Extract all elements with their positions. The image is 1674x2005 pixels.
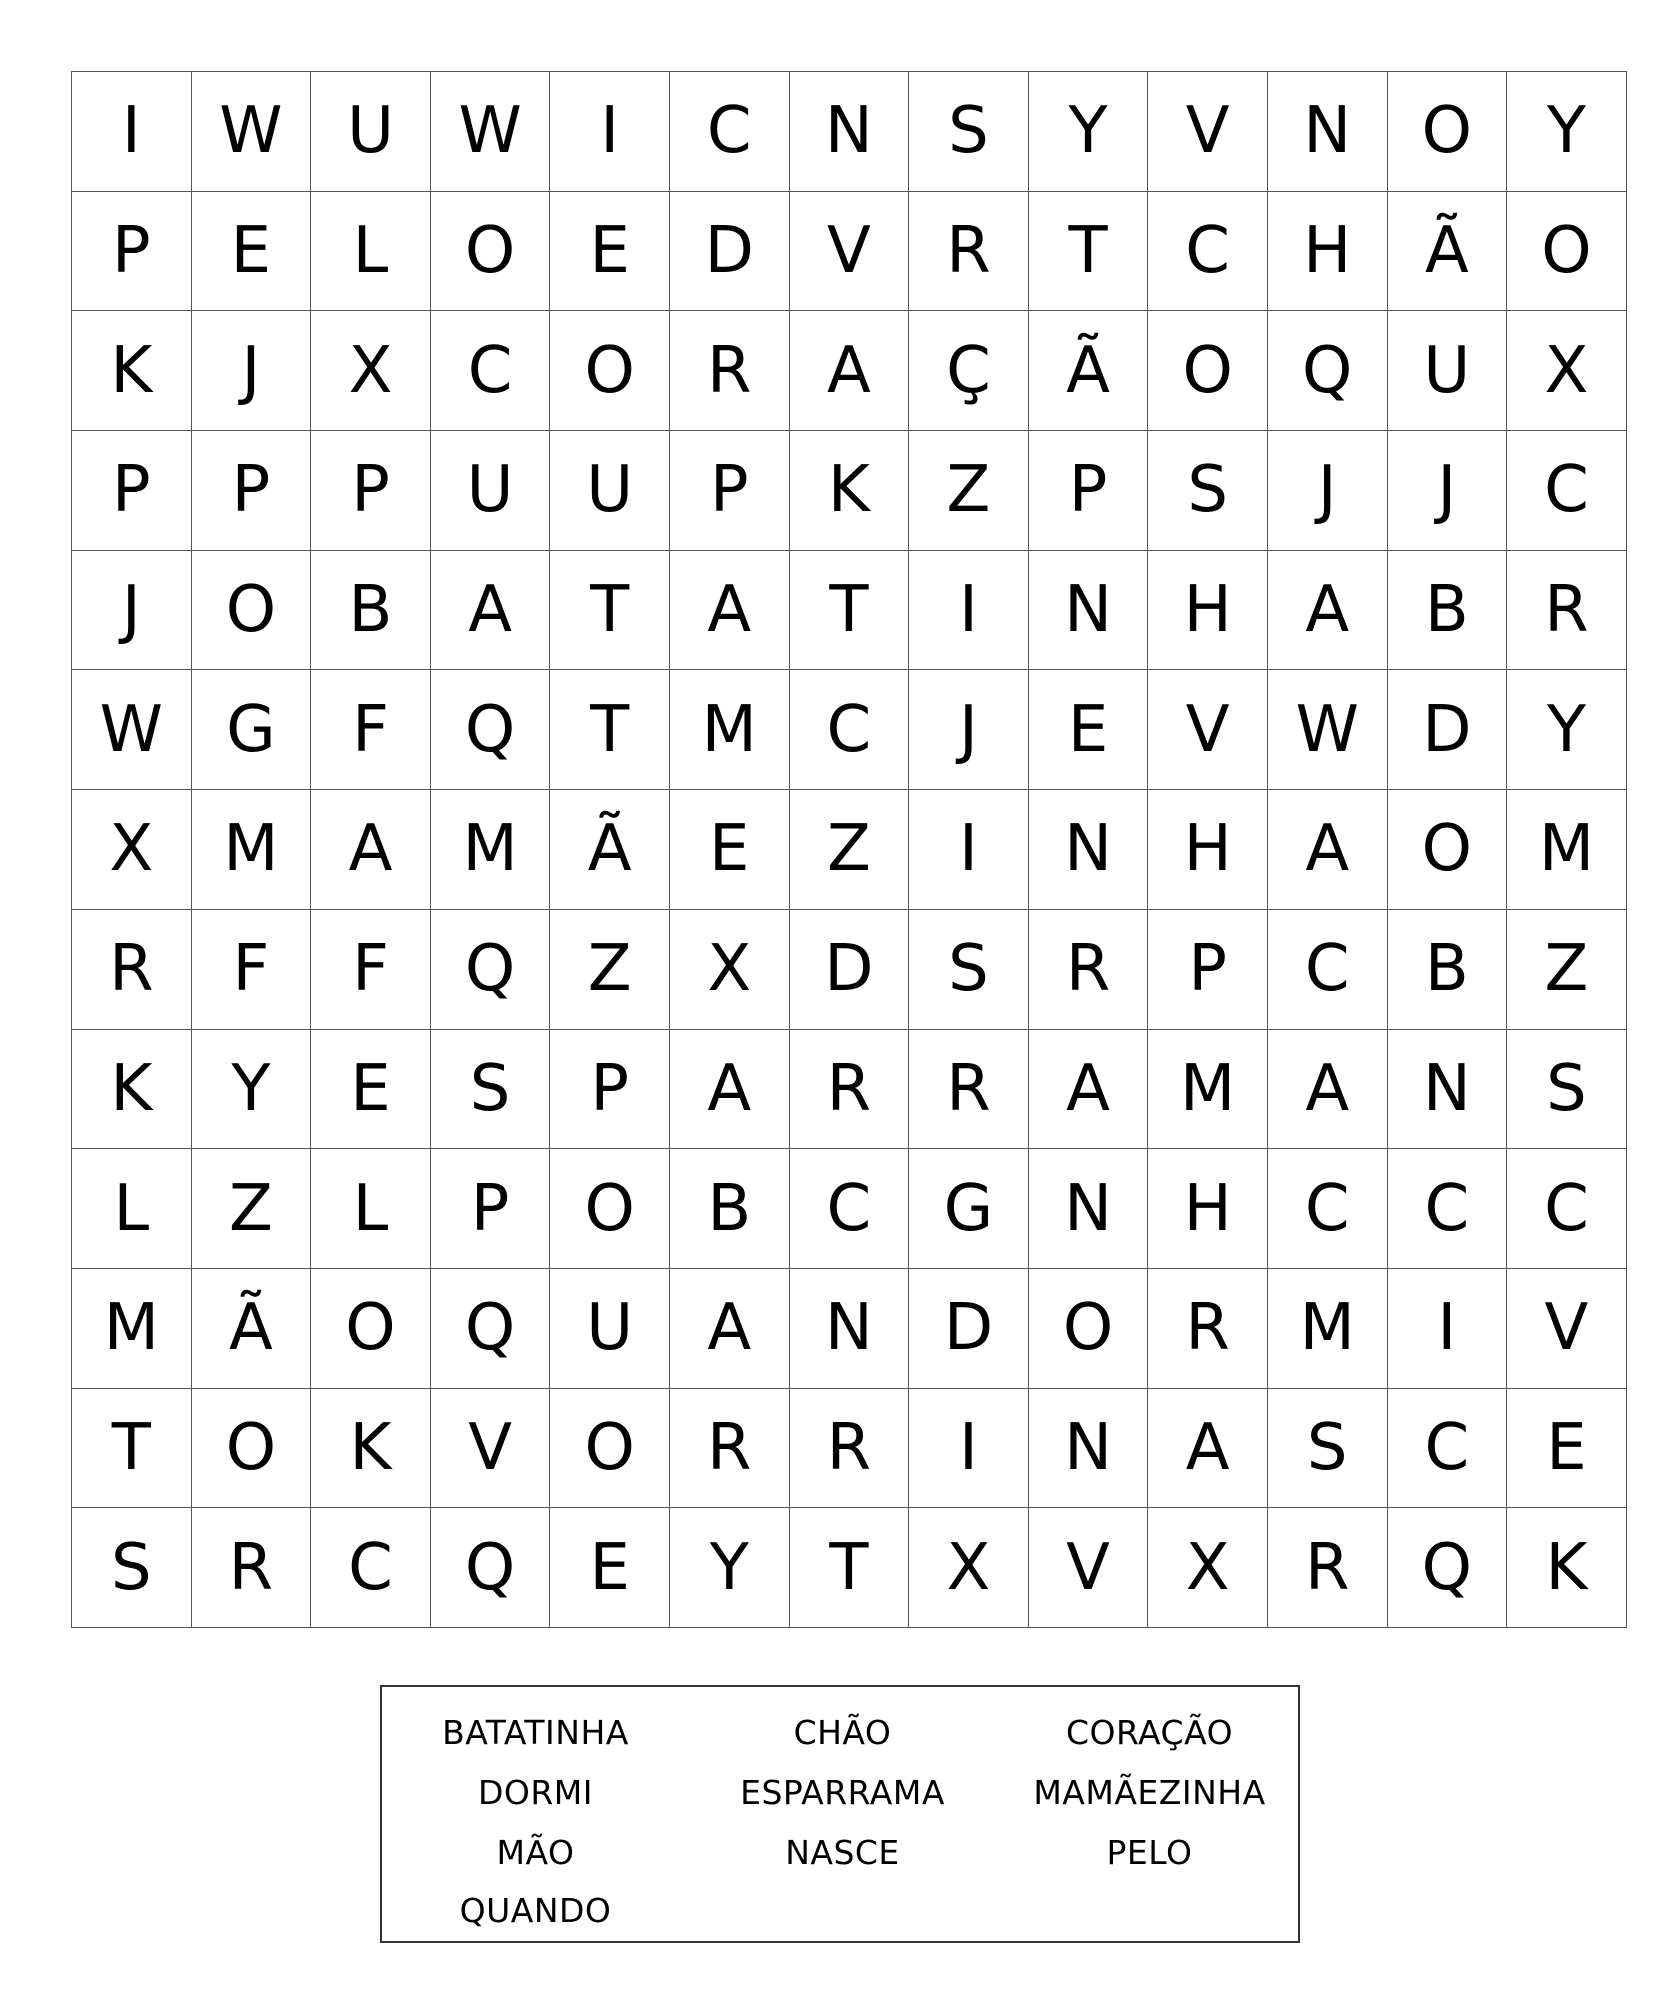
grid-cell[interactable]: E bbox=[1507, 1388, 1627, 1508]
grid-cell[interactable]: O bbox=[311, 1268, 431, 1388]
grid-row bbox=[72, 1149, 1627, 1269]
grid-cell[interactable]: X bbox=[1148, 1508, 1268, 1628]
grid-cell[interactable]: R bbox=[789, 1388, 909, 1508]
grid-cell[interactable]: H bbox=[1148, 1149, 1268, 1269]
grid-cell[interactable]: N bbox=[1028, 1388, 1148, 1508]
grid-cell[interactable]: Q bbox=[1387, 1508, 1507, 1628]
grid-cell[interactable]: C bbox=[789, 1149, 909, 1269]
grid-cell[interactable]: N bbox=[1028, 790, 1148, 910]
grid-cell[interactable]: U bbox=[1387, 311, 1507, 431]
grid-cell[interactable]: T bbox=[550, 670, 670, 790]
grid-cell[interactable]: P bbox=[430, 1149, 550, 1269]
grid-cell[interactable]: B bbox=[669, 1149, 789, 1269]
grid-cell[interactable]: Z bbox=[789, 790, 909, 910]
grid-cell[interactable]: N bbox=[789, 1268, 909, 1388]
grid-cell[interactable]: R bbox=[909, 191, 1029, 311]
grid-cell[interactable]: I bbox=[1387, 1268, 1507, 1388]
grid-cell[interactable]: O bbox=[430, 191, 550, 311]
grid-cell[interactable]: A bbox=[669, 550, 789, 670]
word-list-item: CORAÇÃO bbox=[1065, 1713, 1234, 1752]
grid-cell[interactable]: O bbox=[191, 550, 311, 670]
grid-cell[interactable]: S bbox=[1507, 1029, 1627, 1149]
grid-cell[interactable]: A bbox=[1267, 550, 1387, 670]
grid-cell[interactable]: P bbox=[72, 191, 192, 311]
grid-cell[interactable]: R bbox=[789, 1029, 909, 1149]
grid-cell[interactable]: T bbox=[72, 1388, 192, 1508]
grid-cell[interactable]: C bbox=[789, 670, 909, 790]
grid-cell[interactable]: S bbox=[72, 1508, 192, 1628]
grid-cell[interactable]: F bbox=[191, 909, 311, 1029]
grid-cell[interactable]: A bbox=[1028, 1029, 1148, 1149]
grid-cell[interactable]: C bbox=[1507, 431, 1627, 551]
grid-cell[interactable]: I bbox=[909, 1388, 1029, 1508]
word-list-item: MAMÃEZINHA bbox=[1033, 1773, 1266, 1812]
grid-cell[interactable]: P bbox=[669, 431, 789, 551]
grid-cell[interactable]: Ã bbox=[550, 790, 670, 910]
grid-cell[interactable]: Q bbox=[1267, 311, 1387, 431]
grid-cell[interactable]: D bbox=[669, 191, 789, 311]
grid-cell[interactable]: D bbox=[909, 1268, 1029, 1388]
grid-cell[interactable]: O bbox=[550, 1149, 670, 1269]
word-list-box bbox=[380, 1685, 1300, 1943]
grid-cell[interactable]: Z bbox=[550, 909, 670, 1029]
grid-cell[interactable]: C bbox=[1387, 1149, 1507, 1269]
word-list bbox=[382, 1687, 1298, 1941]
grid-cell[interactable]: E bbox=[669, 790, 789, 910]
grid-row bbox=[72, 790, 1627, 910]
grid-cell[interactable]: C bbox=[1387, 1388, 1507, 1508]
grid-cell[interactable]: R bbox=[1148, 1268, 1268, 1388]
grid-cell[interactable]: J bbox=[191, 311, 311, 431]
grid-cell[interactable]: P bbox=[311, 431, 431, 551]
grid-cell[interactable]: O bbox=[1387, 790, 1507, 910]
grid-cell[interactable]: C bbox=[1267, 1149, 1387, 1269]
grid-cell[interactable]: A bbox=[1148, 1388, 1268, 1508]
grid-cell[interactable]: W bbox=[191, 72, 311, 192]
grid-cell[interactable]: L bbox=[311, 1149, 431, 1269]
grid-cell[interactable]: A bbox=[669, 1268, 789, 1388]
grid-cell[interactable]: M bbox=[191, 790, 311, 910]
grid-cell[interactable]: V bbox=[1148, 670, 1268, 790]
grid-cell[interactable]: J bbox=[72, 550, 192, 670]
grid-cell[interactable]: L bbox=[311, 191, 431, 311]
grid-row bbox=[72, 1268, 1627, 1388]
grid-cell[interactable]: O bbox=[1028, 1268, 1148, 1388]
grid-cell[interactable]: K bbox=[1507, 1508, 1627, 1628]
grid-cell[interactable]: G bbox=[191, 670, 311, 790]
grid-cell[interactable]: F bbox=[311, 670, 431, 790]
grid-cell[interactable]: Ã bbox=[1028, 311, 1148, 431]
grid-cell[interactable]: B bbox=[1387, 550, 1507, 670]
grid-cell[interactable]: R bbox=[191, 1508, 311, 1628]
grid-cell[interactable]: Q bbox=[430, 1268, 550, 1388]
grid-cell[interactable]: M bbox=[1507, 790, 1627, 910]
grid-row bbox=[72, 1508, 1627, 1628]
grid-cell[interactable]: I bbox=[909, 550, 1029, 670]
grid-cell[interactable]: N bbox=[789, 72, 909, 192]
grid-cell[interactable]: R bbox=[1267, 1508, 1387, 1628]
grid-cell[interactable]: Y bbox=[191, 1029, 311, 1149]
grid-cell[interactable]: N bbox=[1028, 550, 1148, 670]
grid-body bbox=[72, 72, 1627, 1628]
grid-cell[interactable]: Q bbox=[430, 909, 550, 1029]
grid-cell[interactable]: I bbox=[72, 72, 192, 192]
grid-cell[interactable]: T bbox=[550, 550, 670, 670]
grid-cell[interactable]: V bbox=[1507, 1268, 1627, 1388]
grid-cell[interactable]: E bbox=[311, 1029, 431, 1149]
grid-cell[interactable]: P bbox=[72, 431, 192, 551]
grid-cell[interactable]: R bbox=[909, 1029, 1029, 1149]
grid-cell[interactable]: J bbox=[1267, 431, 1387, 551]
grid-cell[interactable]: M bbox=[72, 1268, 192, 1388]
grid-cell[interactable]: O bbox=[1387, 72, 1507, 192]
grid-cell[interactable]: I bbox=[909, 790, 1029, 910]
grid-cell[interactable]: S bbox=[1148, 431, 1268, 551]
grid-cell[interactable]: Z bbox=[1507, 909, 1627, 1029]
grid-cell[interactable]: J bbox=[909, 670, 1029, 790]
grid-cell[interactable]: O bbox=[550, 1388, 670, 1508]
grid-cell[interactable]: C bbox=[669, 72, 789, 192]
word-list-item: BATATINHA bbox=[442, 1713, 629, 1752]
grid-row bbox=[72, 191, 1627, 311]
grid-row bbox=[72, 431, 1627, 551]
grid-cell[interactable]: X bbox=[669, 909, 789, 1029]
grid-cell[interactable]: Y bbox=[1028, 72, 1148, 192]
grid-cell[interactable]: Ã bbox=[191, 1268, 311, 1388]
grid-row bbox=[72, 1029, 1627, 1149]
grid-cell[interactable]: R bbox=[1028, 909, 1148, 1029]
grid-cell[interactable]: Q bbox=[430, 1508, 550, 1628]
grid-cell[interactable]: R bbox=[1507, 550, 1627, 670]
grid-cell[interactable]: X bbox=[909, 1508, 1029, 1628]
grid-cell[interactable]: C bbox=[1267, 909, 1387, 1029]
grid-cell[interactable]: M bbox=[1267, 1268, 1387, 1388]
grid-cell[interactable]: P bbox=[1028, 431, 1148, 551]
grid-cell[interactable]: A bbox=[669, 1029, 789, 1149]
grid-cell[interactable]: D bbox=[789, 909, 909, 1029]
grid-row bbox=[72, 1388, 1627, 1508]
grid-cell[interactable]: M bbox=[1148, 1029, 1268, 1149]
grid-cell[interactable]: E bbox=[550, 191, 670, 311]
grid-cell[interactable]: V bbox=[1028, 1508, 1148, 1628]
grid-cell[interactable]: B bbox=[1387, 909, 1507, 1029]
grid-cell[interactable]: H bbox=[1267, 191, 1387, 311]
grid-cell[interactable]: C bbox=[311, 1508, 431, 1628]
grid-cell[interactable]: A bbox=[789, 311, 909, 431]
grid-cell[interactable]: I bbox=[550, 72, 670, 192]
grid-cell[interactable]: L bbox=[72, 1149, 192, 1269]
grid-cell[interactable]: R bbox=[72, 909, 192, 1029]
grid-cell[interactable]: K bbox=[789, 431, 909, 551]
grid-cell[interactable]: O bbox=[191, 1388, 311, 1508]
grid-cell[interactable]: S bbox=[909, 909, 1029, 1029]
grid-cell[interactable]: B bbox=[311, 550, 431, 670]
grid-cell[interactable]: R bbox=[669, 311, 789, 431]
word-list-item: QUANDO bbox=[459, 1891, 612, 1930]
grid-cell[interactable]: T bbox=[789, 550, 909, 670]
grid-cell[interactable]: Z bbox=[191, 1149, 311, 1269]
grid-cell[interactable]: S bbox=[909, 72, 1029, 192]
word-list-item: PELO bbox=[1106, 1833, 1193, 1872]
grid-cell[interactable]: E bbox=[550, 1508, 670, 1628]
grid-cell[interactable]: C bbox=[430, 311, 550, 431]
grid-cell[interactable]: W bbox=[72, 670, 192, 790]
grid-cell[interactable]: V bbox=[789, 191, 909, 311]
grid-cell[interactable]: R bbox=[669, 1388, 789, 1508]
grid-cell[interactable]: Z bbox=[909, 431, 1029, 551]
grid-cell[interactable]: S bbox=[430, 1029, 550, 1149]
grid-cell[interactable]: Y bbox=[669, 1508, 789, 1628]
grid-cell[interactable]: P bbox=[550, 1029, 670, 1149]
grid-cell[interactable]: A bbox=[430, 550, 550, 670]
grid-cell[interactable]: X bbox=[1507, 311, 1627, 431]
grid-cell[interactable]: C bbox=[1507, 1149, 1627, 1269]
grid-cell[interactable]: A bbox=[1267, 790, 1387, 910]
grid-cell[interactable]: E bbox=[191, 191, 311, 311]
grid-cell[interactable]: P bbox=[191, 431, 311, 551]
word-search-grid bbox=[71, 71, 1627, 1628]
grid-cell[interactable]: S bbox=[1267, 1388, 1387, 1508]
grid-cell[interactable]: K bbox=[72, 311, 192, 431]
word-list-item: NASCE bbox=[785, 1833, 900, 1872]
grid-cell[interactable]: M bbox=[430, 790, 550, 910]
grid-cell[interactable]: U bbox=[550, 1268, 670, 1388]
grid-cell[interactable]: Y bbox=[1507, 670, 1627, 790]
grid-cell[interactable]: U bbox=[430, 431, 550, 551]
grid-cell[interactable]: A bbox=[1267, 1029, 1387, 1149]
grid-row bbox=[72, 670, 1627, 790]
grid-cell[interactable]: O bbox=[550, 311, 670, 431]
grid-cell[interactable]: A bbox=[311, 790, 431, 910]
grid-cell[interactable]: T bbox=[1028, 191, 1148, 311]
grid-cell[interactable]: C bbox=[1148, 191, 1268, 311]
word-list-item: CHÃO bbox=[793, 1713, 892, 1752]
grid-cell[interactable]: Q bbox=[430, 670, 550, 790]
grid-row bbox=[72, 909, 1627, 1029]
grid-cell[interactable]: K bbox=[72, 1029, 192, 1149]
grid-row bbox=[72, 72, 1627, 192]
grid-cell[interactable]: K bbox=[311, 1388, 431, 1508]
grid-cell[interactable]: Ç bbox=[909, 311, 1029, 431]
grid-cell[interactable]: H bbox=[1148, 550, 1268, 670]
grid-cell[interactable]: U bbox=[311, 72, 431, 192]
word-list-item: ESPARRAMA bbox=[740, 1773, 945, 1812]
grid-cell[interactable]: X bbox=[311, 311, 431, 431]
grid-cell[interactable]: E bbox=[1028, 670, 1148, 790]
grid-cell[interactable]: N bbox=[1387, 1029, 1507, 1149]
grid-cell[interactable]: H bbox=[1148, 790, 1268, 910]
grid-cell[interactable]: T bbox=[789, 1508, 909, 1628]
grid-cell[interactable]: P bbox=[1148, 909, 1268, 1029]
grid-cell[interactable]: G bbox=[909, 1149, 1029, 1269]
grid-cell[interactable]: Y bbox=[1507, 72, 1627, 192]
grid-cell[interactable]: V bbox=[430, 1388, 550, 1508]
grid-cell[interactable]: O bbox=[1507, 191, 1627, 311]
grid-cell[interactable]: X bbox=[72, 790, 192, 910]
grid-cell[interactable]: U bbox=[550, 431, 670, 551]
grid-cell[interactable]: V bbox=[1148, 72, 1268, 192]
grid-cell[interactable]: W bbox=[1267, 670, 1387, 790]
word-list-item: DORMI bbox=[477, 1773, 594, 1812]
grid-cell[interactable]: W bbox=[430, 72, 550, 192]
grid-cell[interactable]: F bbox=[311, 909, 431, 1029]
grid-cell[interactable]: D bbox=[1387, 670, 1507, 790]
grid-cell[interactable]: N bbox=[1028, 1149, 1148, 1269]
grid-cell[interactable]: J bbox=[1387, 431, 1507, 551]
grid-cell[interactable]: O bbox=[1148, 311, 1268, 431]
grid-cell[interactable]: N bbox=[1267, 72, 1387, 192]
grid-cell[interactable]: M bbox=[669, 670, 789, 790]
grid-cell[interactable]: Ã bbox=[1387, 191, 1507, 311]
grid-row bbox=[72, 550, 1627, 670]
grid-row bbox=[72, 311, 1627, 431]
word-list-item: MÃO bbox=[496, 1833, 575, 1872]
